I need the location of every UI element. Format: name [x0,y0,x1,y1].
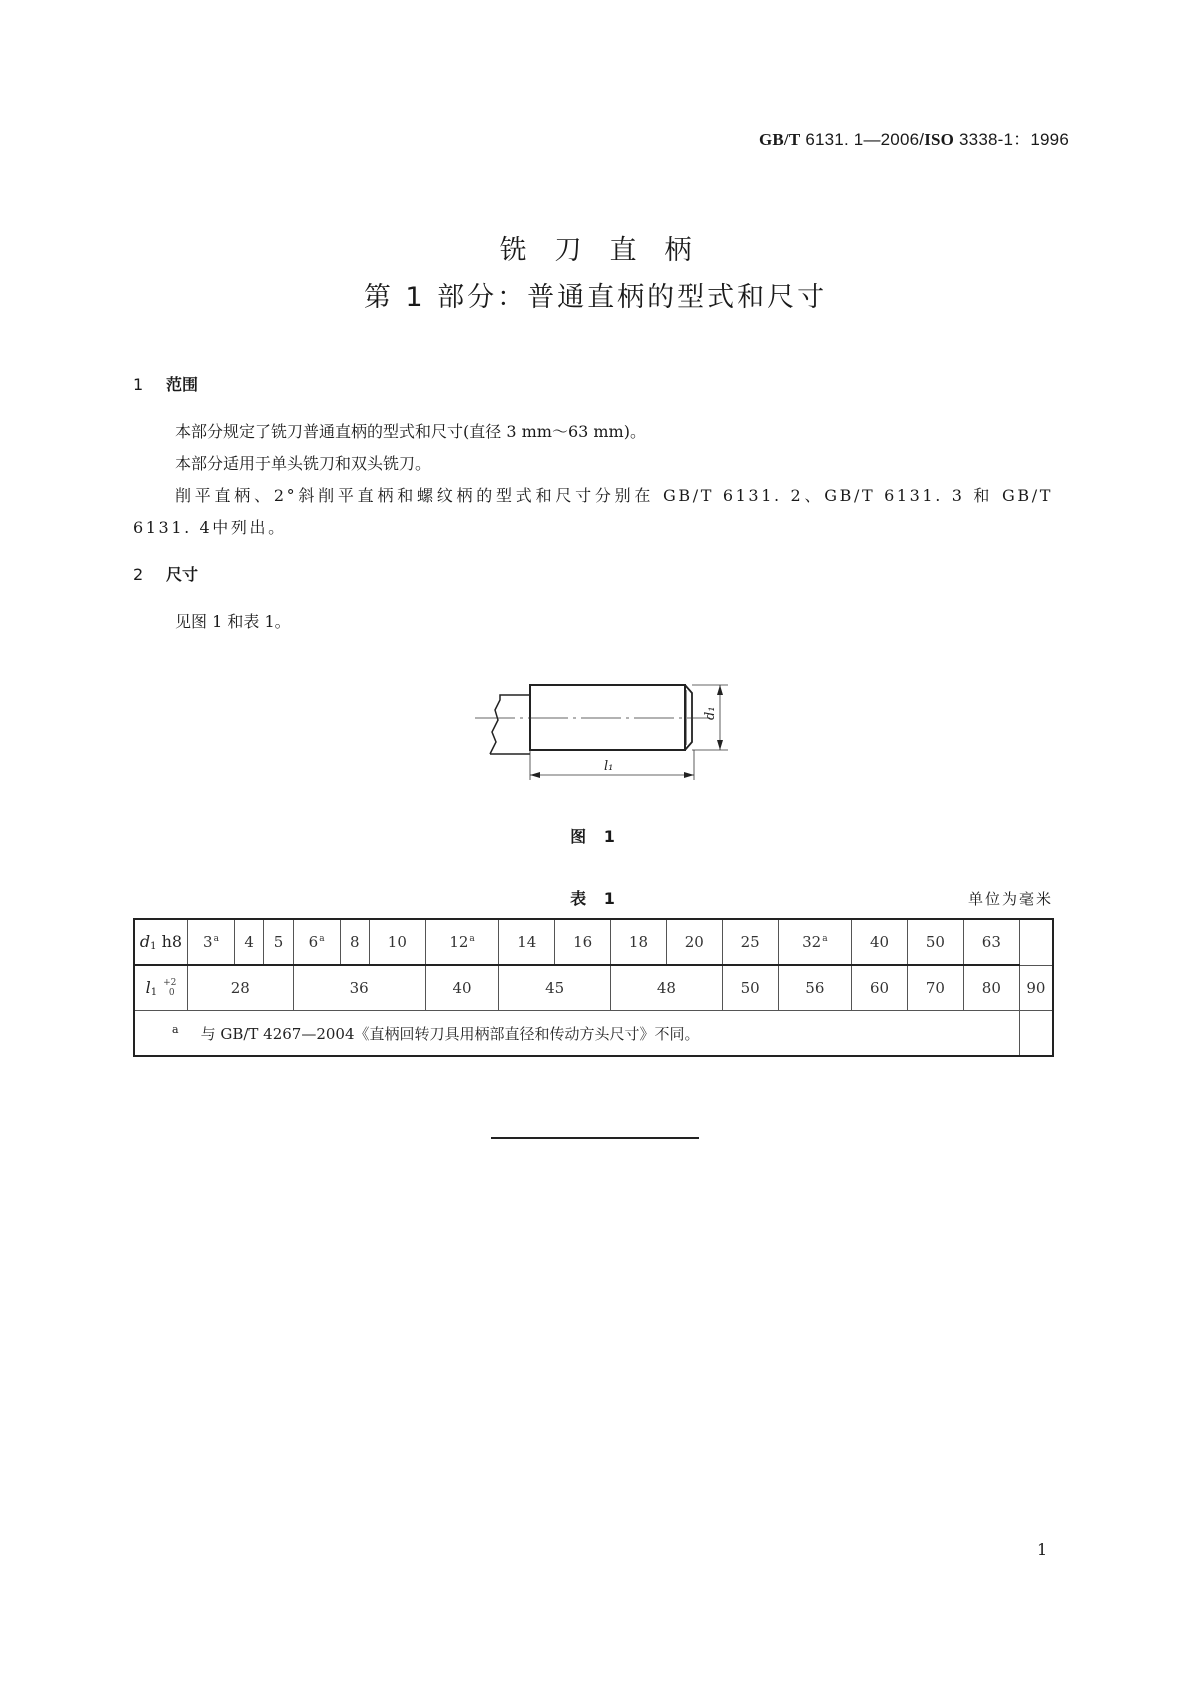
table-unit: 单位为毫米 [967,890,1053,908]
section-number: 2 [133,565,144,584]
l1-cell: 70 [907,965,963,1011]
d1-cell: 20 [666,919,722,965]
table-footnote-row [134,1011,1053,1057]
paragraph-scope-2: 本部分适用于单头铣刀和双头铣刀。 [175,454,432,473]
subscript: 1 [150,986,158,998]
document-subtitle: 第 1 部分：普通直柄的型式和尺寸 [363,282,828,313]
d1-cell: 12$^a$ [425,919,499,965]
table-footnote [134,1011,1019,1057]
end-of-text-rule [491,1137,699,1139]
dimensions-table [133,918,1054,1057]
section-1-heading [133,372,198,395]
standard-code-number: 6131. 1—2006/ [800,130,925,149]
figure-caption: 图 1 [570,827,621,846]
d1-cell: 8 [340,919,369,965]
l1-cell: 60 [852,965,908,1011]
row-header-d1 [134,919,188,965]
shank-drawing [470,680,730,794]
footnote-marker: a [213,934,219,944]
iso-prefix: ISO [924,130,955,149]
document-title: 铣刀直柄 [499,235,720,266]
table-row-l1 [134,965,1053,1011]
section-number: 1 [133,375,144,394]
l1-cell: 28 [188,965,294,1011]
symbol-l: l [145,977,151,997]
l1-cell: 50 [722,965,778,1011]
footnote-marker: a [172,1022,179,1036]
d1-cell: 14 [499,919,555,965]
straight-shank-diagram [470,680,730,790]
row-header-l1 [134,965,188,1011]
d1-cell: 16 [555,919,611,965]
l1-cell: 45 [499,965,611,1011]
section-2-heading [133,562,198,585]
l1-cell: 36 [293,965,425,1011]
paragraph-scope-1: 本部分规定了铣刀普通直柄的型式和尺寸(直径 3 mm～63 mm)。 [175,422,646,441]
l1-cell: 80 [963,965,1019,1011]
d1-cell: 10 [369,919,425,965]
page-number: 1 [1037,1540,1048,1559]
l1-cell: 56 [778,965,852,1011]
l1-cell: 90 [1019,965,1053,1011]
standard-code-prefix: GB/T [758,130,801,149]
d1-cell: 32$^a$ [778,919,852,965]
paragraph-dimensions: 见图 1 和表 1。 [175,612,291,631]
d1-cell: 63 [963,919,1019,965]
section-title: 尺寸 [166,565,199,584]
footnote-marker: a [822,934,828,944]
iso-number: 3338-1：1996 [954,130,1069,149]
d1-cell: 25 [722,919,778,965]
tolerance: +2 0 [163,978,177,999]
footnote-marker: a [319,934,325,944]
l1-cell: 48 [611,965,723,1011]
table-row-d1 [134,919,1053,965]
section-title: 范围 [166,375,199,394]
subscript: 1 [150,941,157,952]
symbol-d: d [139,932,151,951]
svg-text:d₁: d₁ [703,706,718,720]
svg-text:l₁: l₁ [604,759,614,774]
l1-cell: 40 [425,965,499,1011]
d1-cell: 18 [611,919,667,965]
d1-cell: 6$^a$ [293,919,340,965]
table-caption: 表 1 [570,889,621,908]
tolerance-class: h8 [156,932,183,951]
d1-cell: 5 [264,919,293,965]
footnote-text: 与 GB/T 4267—2004《直柄回转刀具用柄部直径和传动方头尺寸》不同。 [200,1024,700,1043]
footnote-marker: a [469,934,475,944]
standard-code [759,125,1069,150]
paragraph-scope-3: 削平直柄、2°斜削平直柄和螺纹柄的型式和尺寸分别在 GB/T 6131. 2、GB/T 6131. 3 和 GB/T 6131. 4中列出。 [133,486,1053,537]
d1-cell: 50 [907,919,963,965]
d1-cell: 40 [852,919,908,965]
d1-cell: 3$^a$ [188,919,235,965]
d1-cell: 4 [235,919,264,965]
